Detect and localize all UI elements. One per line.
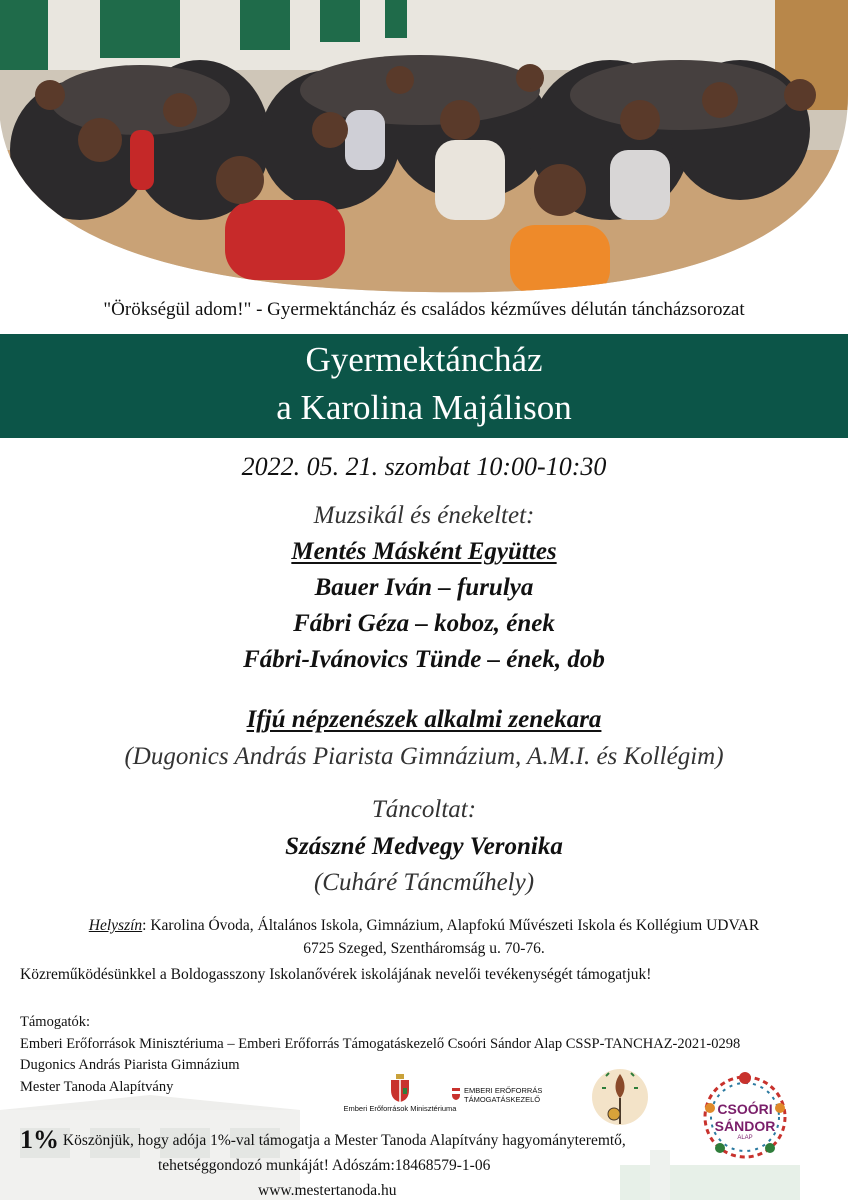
one-percent-line-1: Köszönjük, hogy adója 1%-val támogatja a Mester Tanoda Alapítvány hagyományteremtő, [59,1132,626,1149]
title-line-2: a Karolina Majálison [276,388,572,427]
band-name [0,538,848,566]
agency-logo-line-1: EMBERI ERŐFORRÁS [464,1086,543,1095]
sponsor-item: Dugonics András Piarista Gimnázium [20,1057,240,1073]
second-band-text: Ifjú népzenészek alkalmi zenekara [246,706,602,733]
mester-tanoda-emblem-icon [584,1064,656,1130]
mester-tanoda-logo [584,1064,656,1130]
dance-teacher: Szászné Medvegy Veronika [285,833,563,860]
member-line: Bauer Iván – furulya [314,574,534,601]
one-percent-appeal [20,1127,626,1203]
agency-logo-line-2: TÁMOGATÁSKEZELŐ [464,1095,541,1104]
agency-logo [452,1086,552,1104]
ministry-logo-text: Emberi Erőforrások Minisztériuma [343,1104,457,1113]
csoori-logo-line-3: ALAP [737,1135,753,1141]
shield-icon [452,1088,460,1100]
location-key: Helyszín [88,917,143,934]
band-name-text: Mentés Másként Együttes [291,538,557,565]
sponsor-item: Mester Tanoda Alapítvány [20,1078,174,1095]
title-line-1: Gyermektáncház [305,340,543,379]
sponsor-item: Emberi Erőforrások Minisztériuma – Emberi Erőforrás Támogatáskezelő Csoóri Sándor Alap CSSP-TANCHAZ-2021-0298 [20,1035,741,1052]
dance-group: (Cuháré Táncműhely) [313,869,535,896]
csoori-logo-line-1: CSOÓRI [717,1101,773,1117]
member-line: Fábri-Ivánovics Tünde – ének, dob [243,646,605,673]
dance-label: Táncoltat: [371,796,477,823]
second-band-note: (Dugonics András Piarista Gimnázium, A.M.I. és Kollégim) [124,743,724,770]
title-banner [0,334,848,438]
location-line-2: 6725 Szeged, Szentháromság u. 70-76. [303,940,545,957]
ministry-logo [340,1074,460,1113]
csoori-sandor-logo [696,1068,794,1166]
support-note: Közreműködésünkkel a Boldogasszony Iskolanővérek iskolájának nevelői tevékenységét támogatjuk! [20,966,652,983]
one-percent-mark: 1% [20,1125,59,1154]
event-date-time: 2022. 05. 21. szombat 10:00-10:30 [241,452,607,481]
location-line-1: : Karolina Óvoda, Általános Iskola, Gimnázium, Alapfokú Művészeti Iskola és Kollégium UDVAR [142,917,760,934]
website-link[interactable]: www.mestertanoda.hu [258,1182,397,1199]
csoori-logo-line-2: SÁNDOR [714,1118,776,1134]
hero-photo [0,0,848,300]
coat-of-arms-icon [389,1074,411,1102]
second-band [0,706,848,734]
music-label: Muzsikál és énekeltet: [313,502,535,529]
sponsors-label: Támogatók: [20,1014,91,1030]
series-title: "Örökségül adom!" - Gyermektáncház és családos kézműves délután táncházsorozat [103,299,745,320]
one-percent-line-2: tehetséggondozó munkáját! Adószám:18468579-1-06 [158,1157,491,1174]
location [0,914,848,960]
member-line: Fábri Géza – koboz, ének [293,610,555,637]
folk-ornament-wreath-icon [696,1068,794,1166]
